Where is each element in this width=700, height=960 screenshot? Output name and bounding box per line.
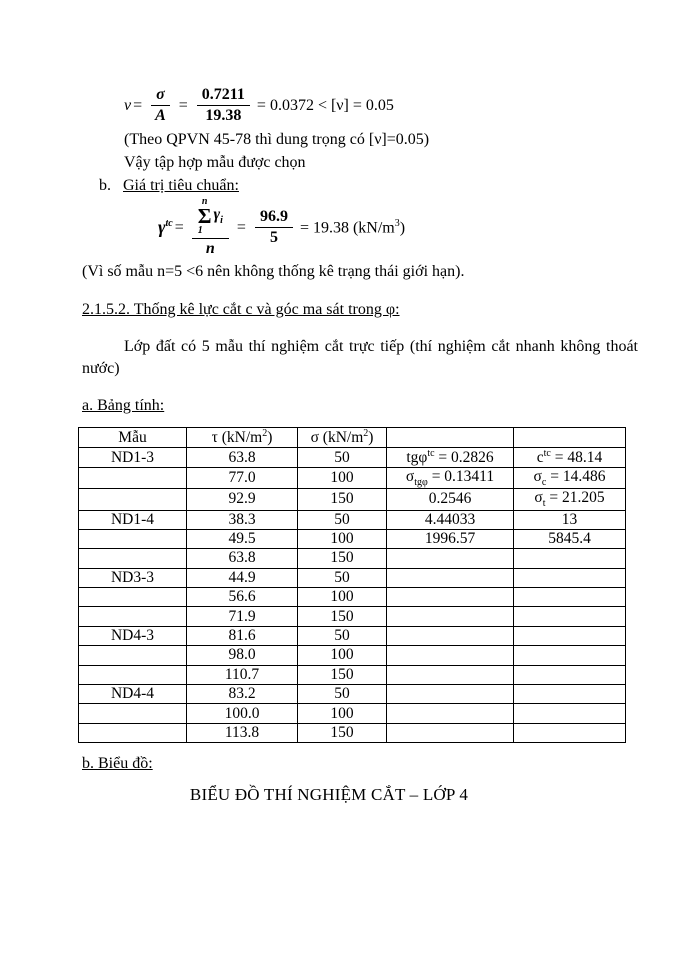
- formula-nu-symbol: ν: [124, 96, 132, 114]
- table-cell: 150: [298, 549, 387, 568]
- formula-coefficient-variation: [124, 86, 394, 126]
- table-cell: [514, 665, 626, 684]
- table-cell: 50: [298, 626, 387, 645]
- fraction-denominator: 5: [269, 229, 278, 247]
- table-cell: tgφ$^{tc}$ = 0.2826: [387, 448, 514, 468]
- table-row: [79, 489, 626, 510]
- table-cell: [387, 685, 514, 704]
- calc-table: [78, 427, 626, 743]
- summation: [192, 197, 229, 239]
- sum-upper-limit: n: [201, 196, 208, 207]
- table-cell: 150: [298, 489, 387, 510]
- table-cell: 49.5: [187, 529, 298, 548]
- fraction-numerator: σ: [151, 86, 170, 106]
- table-cell: [514, 568, 626, 587]
- table-cell: $c^{tc} = 48.14$: [514, 448, 626, 468]
- table-cell: 98.0: [187, 646, 298, 665]
- table-cell: [387, 723, 514, 742]
- table-cell: [79, 646, 187, 665]
- heading-chart: b. Biểu đồ:: [82, 755, 153, 772]
- table-cell: 38.3: [187, 510, 298, 529]
- table-row: [79, 510, 626, 529]
- table-cell: τ $(kN/m^2)$: [187, 428, 298, 448]
- gamma-i-term: $\gamma_i$: [213, 206, 223, 227]
- table-cell: 150: [298, 665, 387, 684]
- table-cell: 5845.4: [514, 529, 626, 548]
- table-cell: [514, 704, 626, 723]
- table-cell: [79, 588, 187, 607]
- heading-calc-table: a. Bảng tính:: [82, 397, 165, 414]
- table-cell: [387, 568, 514, 587]
- calc-table-head: [79, 428, 626, 448]
- equals-sign: =: [174, 218, 184, 236]
- table-row: [79, 448, 626, 468]
- formula-result: = 0.0372 < [ν] = 0.05: [256, 96, 394, 114]
- item-standard-value: [99, 175, 239, 197]
- table-cell: 63.8: [187, 549, 298, 568]
- table-cell: 50: [298, 568, 387, 587]
- equals-sign: =: [133, 96, 143, 114]
- table-cell: 150: [298, 723, 387, 742]
- gamma-superscript: tc: [165, 218, 173, 230]
- table-cell: 0.2546: [387, 489, 514, 510]
- fraction-numerator: 96.9: [255, 208, 293, 228]
- table-cell: [514, 646, 626, 665]
- table-cell: 50: [298, 448, 387, 468]
- equals-sign: =: [178, 96, 188, 114]
- table-cell: [387, 428, 514, 448]
- table-cell: 100: [298, 646, 387, 665]
- fraction-969-over-5: [255, 208, 293, 248]
- item-prefix: b.: [99, 177, 111, 194]
- table-cell: 100: [298, 529, 387, 548]
- fraction-denominator: n: [205, 239, 215, 257]
- sum-lower-limit: 1: [197, 224, 203, 236]
- sigma-with-limits: [198, 197, 212, 236]
- para-layer-description: Lớp đất có 5 mẫu thí nghiệm cắt trực tiếp (thí nghiệm cắt nhanh không thoát nước): [82, 338, 638, 377]
- table-cell: [387, 588, 514, 607]
- table-cell: 44.9: [187, 568, 298, 587]
- table-row: [79, 646, 626, 665]
- gamma-i-subscript: i: [220, 215, 223, 227]
- table-cell: 4.44033: [387, 510, 514, 529]
- table-cell: [79, 549, 187, 568]
- table-cell: 50: [298, 685, 387, 704]
- fraction-07211-over-1938: [197, 86, 250, 126]
- fraction-denominator: 19.38: [205, 107, 242, 125]
- para-sample-chosen: Vậy tập hợp mẫu được chọn: [124, 154, 306, 171]
- table-cell: $\sigma_t = 21.205$: [514, 489, 626, 510]
- table-cell: [514, 607, 626, 626]
- table-header-row: [79, 428, 626, 448]
- table-cell: [514, 588, 626, 607]
- table-cell: 77.0: [187, 468, 298, 489]
- table-cell: 71.9: [187, 607, 298, 626]
- table-cell: [79, 665, 187, 684]
- table-cell: [387, 607, 514, 626]
- formula-gamma-standard: [158, 197, 405, 258]
- item-label: Giá trị tiêu chuẩn:: [123, 177, 239, 194]
- table-cell: 50: [298, 510, 387, 529]
- table-cell: [79, 489, 187, 510]
- table-cell: 81.6: [187, 626, 298, 645]
- table-cell: [514, 428, 626, 448]
- table-cell: 100: [298, 468, 387, 489]
- table-cell: 100: [298, 588, 387, 607]
- table-cell: σ $(kN/m^2)$: [298, 428, 387, 448]
- fraction-numerator: 0.7211: [197, 86, 250, 106]
- sigma-sum-icon: Σ: [197, 204, 212, 228]
- gamma-symbol: $\gamma^{tc}$: [158, 217, 173, 238]
- section-heading-2152: 2.1.5.2. Thống kê lực cắt c và góc ma sát trong φ:: [82, 301, 400, 318]
- table-cell: ND4-3: [79, 626, 187, 645]
- table-row: [79, 549, 626, 568]
- calc-table-body: [79, 448, 626, 743]
- fraction-sum-over-n: [192, 197, 229, 258]
- fraction-denominator: A: [155, 107, 166, 125]
- table-cell: [387, 704, 514, 723]
- table-cell: Mẫu: [79, 428, 187, 448]
- chart-title: BIỂU ĐỒ THÍ NGHIỆM CẮT – LỚP 4: [189, 785, 469, 804]
- table-cell: [514, 549, 626, 568]
- para-sample-count-note: (Vì số mẫu n=5 <6 nên không thống kê trạng thái giới hạn).: [82, 263, 465, 280]
- table-row: [79, 529, 626, 548]
- para-qpvn-note: (Theo QPVN 45-78 thì dung trọng có [ν]=0.05): [124, 131, 430, 148]
- table-row: [79, 685, 626, 704]
- table-cell: [387, 646, 514, 665]
- table-cell: ND3-3: [79, 568, 187, 587]
- table-cell: 110.7: [187, 665, 298, 684]
- table-cell: ND1-4: [79, 510, 187, 529]
- table-cell: 100.0: [187, 704, 298, 723]
- table-cell: $\sigma_{tg\varphi} = 0.13411$: [387, 468, 514, 489]
- table-row: [79, 665, 626, 684]
- table-cell: [79, 704, 187, 723]
- table-cell: 63.8: [187, 448, 298, 468]
- table-cell: 83.2: [187, 685, 298, 704]
- table-row: [79, 626, 626, 645]
- table-cell: ND1-3: [79, 448, 187, 468]
- table-row: [79, 568, 626, 587]
- table-row: [79, 607, 626, 626]
- table-cell: $\sigma_c = 14.486$: [514, 468, 626, 489]
- table-cell: [79, 607, 187, 626]
- cubed-superscript: 3: [394, 217, 400, 229]
- table-row: [79, 723, 626, 742]
- table-row: [79, 588, 626, 607]
- table-cell: [514, 626, 626, 645]
- table-cell: [79, 468, 187, 489]
- table-row: [79, 468, 626, 489]
- table-cell: 150: [298, 607, 387, 626]
- table-cell: [387, 549, 514, 568]
- table-cell: 13: [514, 510, 626, 529]
- table-cell: 1996.57: [387, 529, 514, 548]
- fraction-sigma-over-A: [151, 86, 170, 126]
- equals-sign: =: [236, 218, 246, 236]
- table-cell: 92.9: [187, 489, 298, 510]
- table-cell: [387, 665, 514, 684]
- formula-result: = 19.38 $(kN/m^3)$: [299, 217, 406, 237]
- table-cell: [387, 626, 514, 645]
- table-cell: 100: [298, 704, 387, 723]
- table-row: [79, 704, 626, 723]
- table-cell: ND4-4: [79, 685, 187, 704]
- table-cell: [514, 723, 626, 742]
- table-cell: [79, 723, 187, 742]
- table-cell: [514, 685, 626, 704]
- table-cell: 56.6: [187, 588, 298, 607]
- table-cell: 113.8: [187, 723, 298, 742]
- table-cell: [79, 529, 187, 548]
